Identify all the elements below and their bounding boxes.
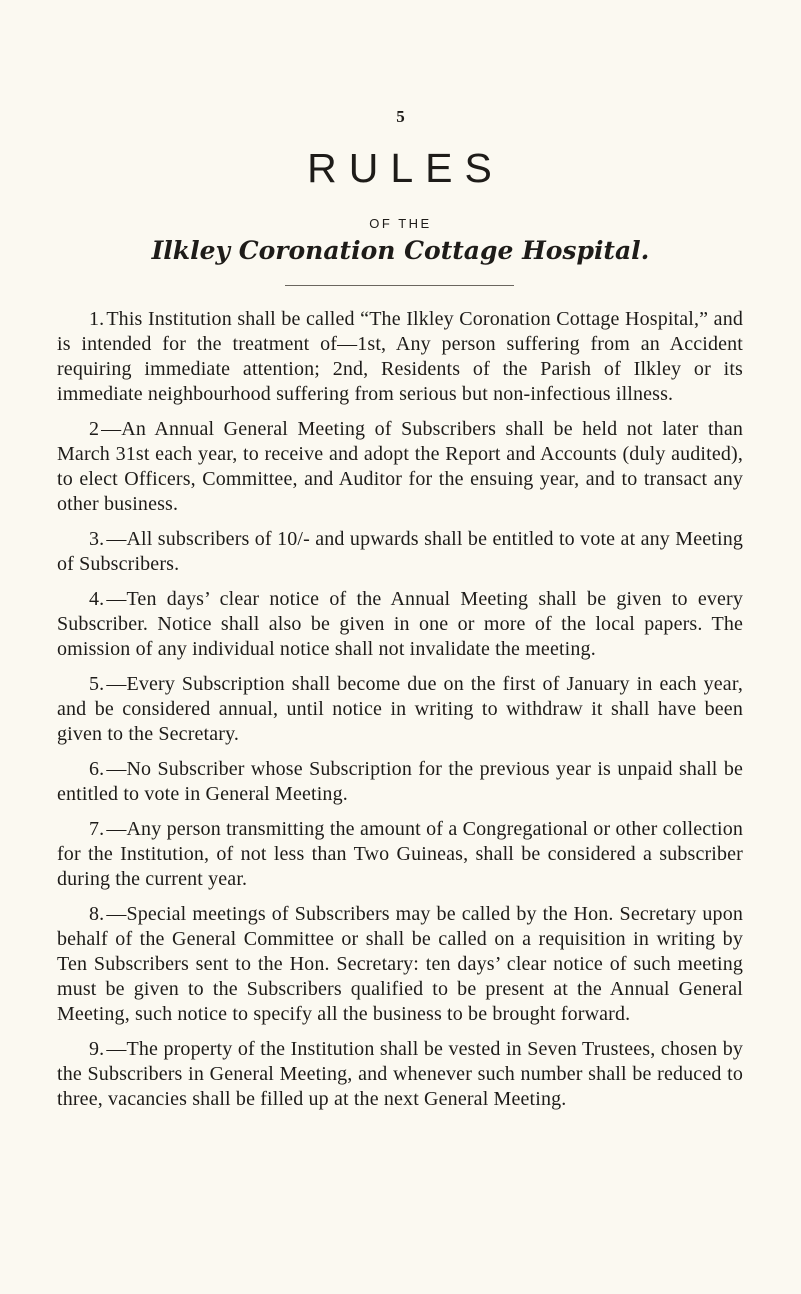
rule-number: 5. <box>89 673 105 695</box>
rule-item <box>57 307 743 407</box>
hospital-name: Ilkley Coronation Cottage Hospital. <box>151 236 650 265</box>
rule-text: —Special meetings of Subscribers may be called by the Hon. Secretary upon behalf of the General Committee or shall be called on a requisition in writing by Ten Subscribers sent to the Hon. Secretary: ten days’ clear notice of such meeting must be given to the Subscribers qualified to be present at the Annual General Meeting, such notice to specify all the business to be brought forward. <box>57 903 743 1025</box>
rule-item <box>57 527 743 577</box>
rule-item <box>57 902 743 1027</box>
rule-text: —All subscribers of 10/- and upwards shall be entitled to vote at any Meeting of Subscribers. <box>57 528 743 575</box>
rule-number: 8. <box>89 903 105 925</box>
rules-list <box>57 307 743 1122</box>
rule-text: —No Subscriber whose Subscription for the previous year is unpaid shall be entitled to vote in General Meeting. <box>57 758 743 805</box>
rule-number: 1. <box>89 308 105 330</box>
rule-number: 3. <box>89 528 105 550</box>
rule-item <box>57 587 743 662</box>
rule-text: —An Annual General Meeting of Subscribers shall be held not later than March 31st each year, to receive and adopt the Report and Accounts (duly audited), to elect Officers, Committee, and Auditor for the ensuing year, and to transact any other business. <box>57 418 743 515</box>
rule-item <box>57 757 743 807</box>
rule-number: 6. <box>89 758 105 780</box>
rule-number: 9. <box>89 1038 105 1060</box>
rule-text: —The property of the Institution shall be vested in Seven Trustees, chosen by the Subscribers in General Meeting, and whenever such number shall be reduced to three, vacancies shall be filled up at the next General Meeting. <box>57 1038 743 1110</box>
rule-text: This Institution shall be called “The Ilkley Coronation Cottage Hospital,” and is intended for the treatment of—1st, Any person suffering from an Accident requiring immediate attention; 2nd, Residents of the Parish of Ilkley or its immediate neighbourhood suffering from serious but non-infectious illness. <box>57 308 743 405</box>
rule-text: —Any person transmitting the amount of a Congregational or other collection for the Institution, of not less than Two Guineas, shall be considered a subscriber during the current year. <box>57 818 743 890</box>
rule-number: 2 <box>89 418 100 440</box>
rule-item <box>57 817 743 892</box>
rule-number: 4. <box>89 588 105 610</box>
title-connector: OF THE <box>369 216 432 231</box>
page-number: 5 <box>396 107 405 126</box>
rule-item <box>57 1037 743 1112</box>
rule-item <box>57 417 743 517</box>
rule-item <box>57 672 743 747</box>
divider-line <box>285 285 514 286</box>
rule-text: —Every Subscription shall become due on the first of January in each year, and be considered annual, until notice in writing to withdraw it shall have been given to the Secretary. <box>57 673 743 745</box>
rule-text: —Ten days’ clear notice of the Annual Meeting shall be given to every Subscriber. Notice shall also be given in one or more of the local papers. The omission of any individual notice shall not invalidate the meeting. <box>57 588 743 660</box>
page-title: RULES <box>307 145 504 191</box>
rule-number: 7. <box>89 818 105 840</box>
